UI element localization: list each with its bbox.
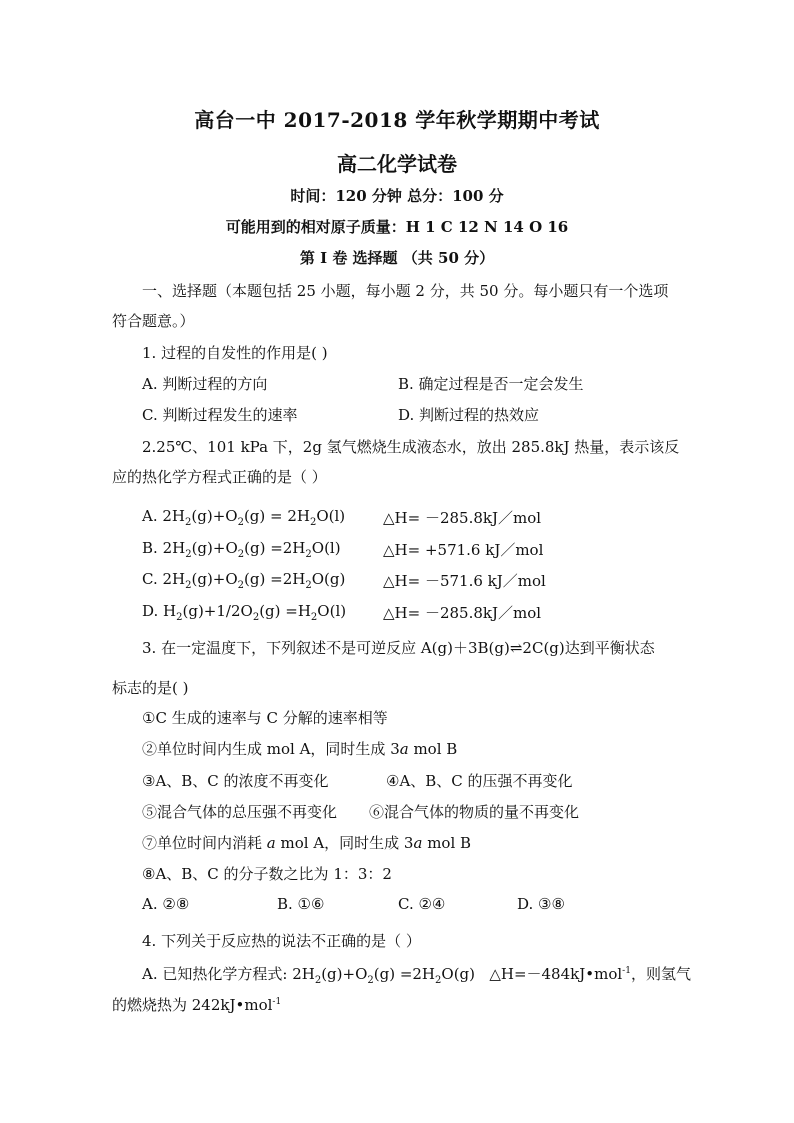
q2-option-b: B. $2H_2(g)+O_2(g) =2H_2O(l)$: [142, 539, 341, 560]
exam-title: 高台一中 2017-2018 学年秋学期期中考试: [194, 108, 600, 132]
q3-option-a: A. ②⑧: [142, 895, 190, 913]
instructions-line1: 一、选择题（本题包括 25 小题，每小题 2 分，共 50 分。每小题只有一个选项: [142, 282, 669, 300]
q3-statement-8: ⑧A、B、C 的分子数之比为 1：3：2: [142, 865, 392, 883]
q3-stem-line2: 标志的是( ): [112, 679, 189, 697]
q3-statement-5: ⑤混合气体的总压强不再变化: [142, 803, 338, 821]
q2-option-a: A. $2H_2(g)+O_2(g) = 2H_2O(l)$: [142, 507, 346, 528]
section-heading: 第 I 卷 选择题 （共 50 分）: [299, 249, 495, 267]
q3-option-b: B. ①⑥: [277, 895, 325, 913]
q3-statement-4: ④A、B、C 的压强不再变化: [386, 772, 573, 790]
q2-option-d-dh: △H= －285.8kJ／mol: [383, 604, 542, 622]
q3-statement-7: ⑦单位时间内消耗 a mol A，同时生成 3a mol B: [142, 834, 472, 852]
q2-option-a-dh: △H= －285.8kJ／mol: [383, 509, 542, 527]
q1-stem: 1. 过程的自发性的作用是( ): [142, 344, 328, 362]
q3-option-d: D. ③⑧: [517, 895, 565, 913]
q3-statement-1: ①C 生成的速率与 C 分解的速率相等: [142, 709, 388, 727]
q2-stem-line2: 应的热化学方程式正确的是（ ）: [112, 468, 327, 486]
q3-statement-2: ②单位时间内生成 mol A，同时生成 3a mol B: [142, 740, 458, 758]
q1-option-c: C. 判断过程发生的速率: [142, 406, 298, 424]
q4-stem: 4. 下列关于反应热的说法不正确的是（ ）: [142, 932, 421, 950]
q3-statement-3: ③A、B、C 的浓度不再变化: [142, 772, 329, 790]
q2-option-b-dh: △H= +571.6 kJ／mol: [383, 541, 544, 559]
q1-option-d: D. 判断过程的热效应: [398, 406, 540, 424]
q4-option-a-line1: A. 已知热化学方程式: $2H_2(g)+O_2(g) =2H_2O(g)$ △H=－484kJ•mol$^{-1}$，则氢气: [142, 965, 691, 986]
atomic-mass-info: 可能用到的相对原子质量：H 1 C 12 N 14 O 16: [225, 218, 569, 236]
instructions-line2: 符合题意。）: [112, 312, 195, 330]
q2-stem-line1: 2.25℃、101 kPa 下，2g 氢气燃烧生成液态水，放出 285.8kJ 热量，表示该反: [142, 438, 680, 456]
q3-stem-line1: 3. 在一定温度下，下列叙述不是可逆反应 A(g)＋3B(g)⇌2C(g)达到平衡状态: [142, 639, 655, 657]
q1-option-b: B. 确定过程是否一定会发生: [398, 375, 584, 393]
q3-statement-6: ⑥混合气体的物质的量不再变化: [369, 803, 580, 821]
q2-option-c-dh: △H= －571.6 kJ／mol: [383, 572, 546, 590]
q2-option-d: D. $H_2(g)+1/2O_2(g) =H_2O(l)$: [142, 602, 347, 623]
q4-option-a-line2: 的燃烧热为 242kJ•mol$^{-1}$: [112, 996, 282, 1014]
q3-option-c: C. ②④: [398, 895, 446, 913]
q1-option-a: A. 判断过程的方向: [142, 375, 268, 393]
time-info: 时间：120 分钟 总分：100 分: [290, 187, 504, 205]
q2-option-c: C. $2H_2(g)+O_2(g) =2H_2O(g)$: [142, 570, 346, 591]
exam-subtitle: 高二化学试卷: [337, 152, 457, 176]
